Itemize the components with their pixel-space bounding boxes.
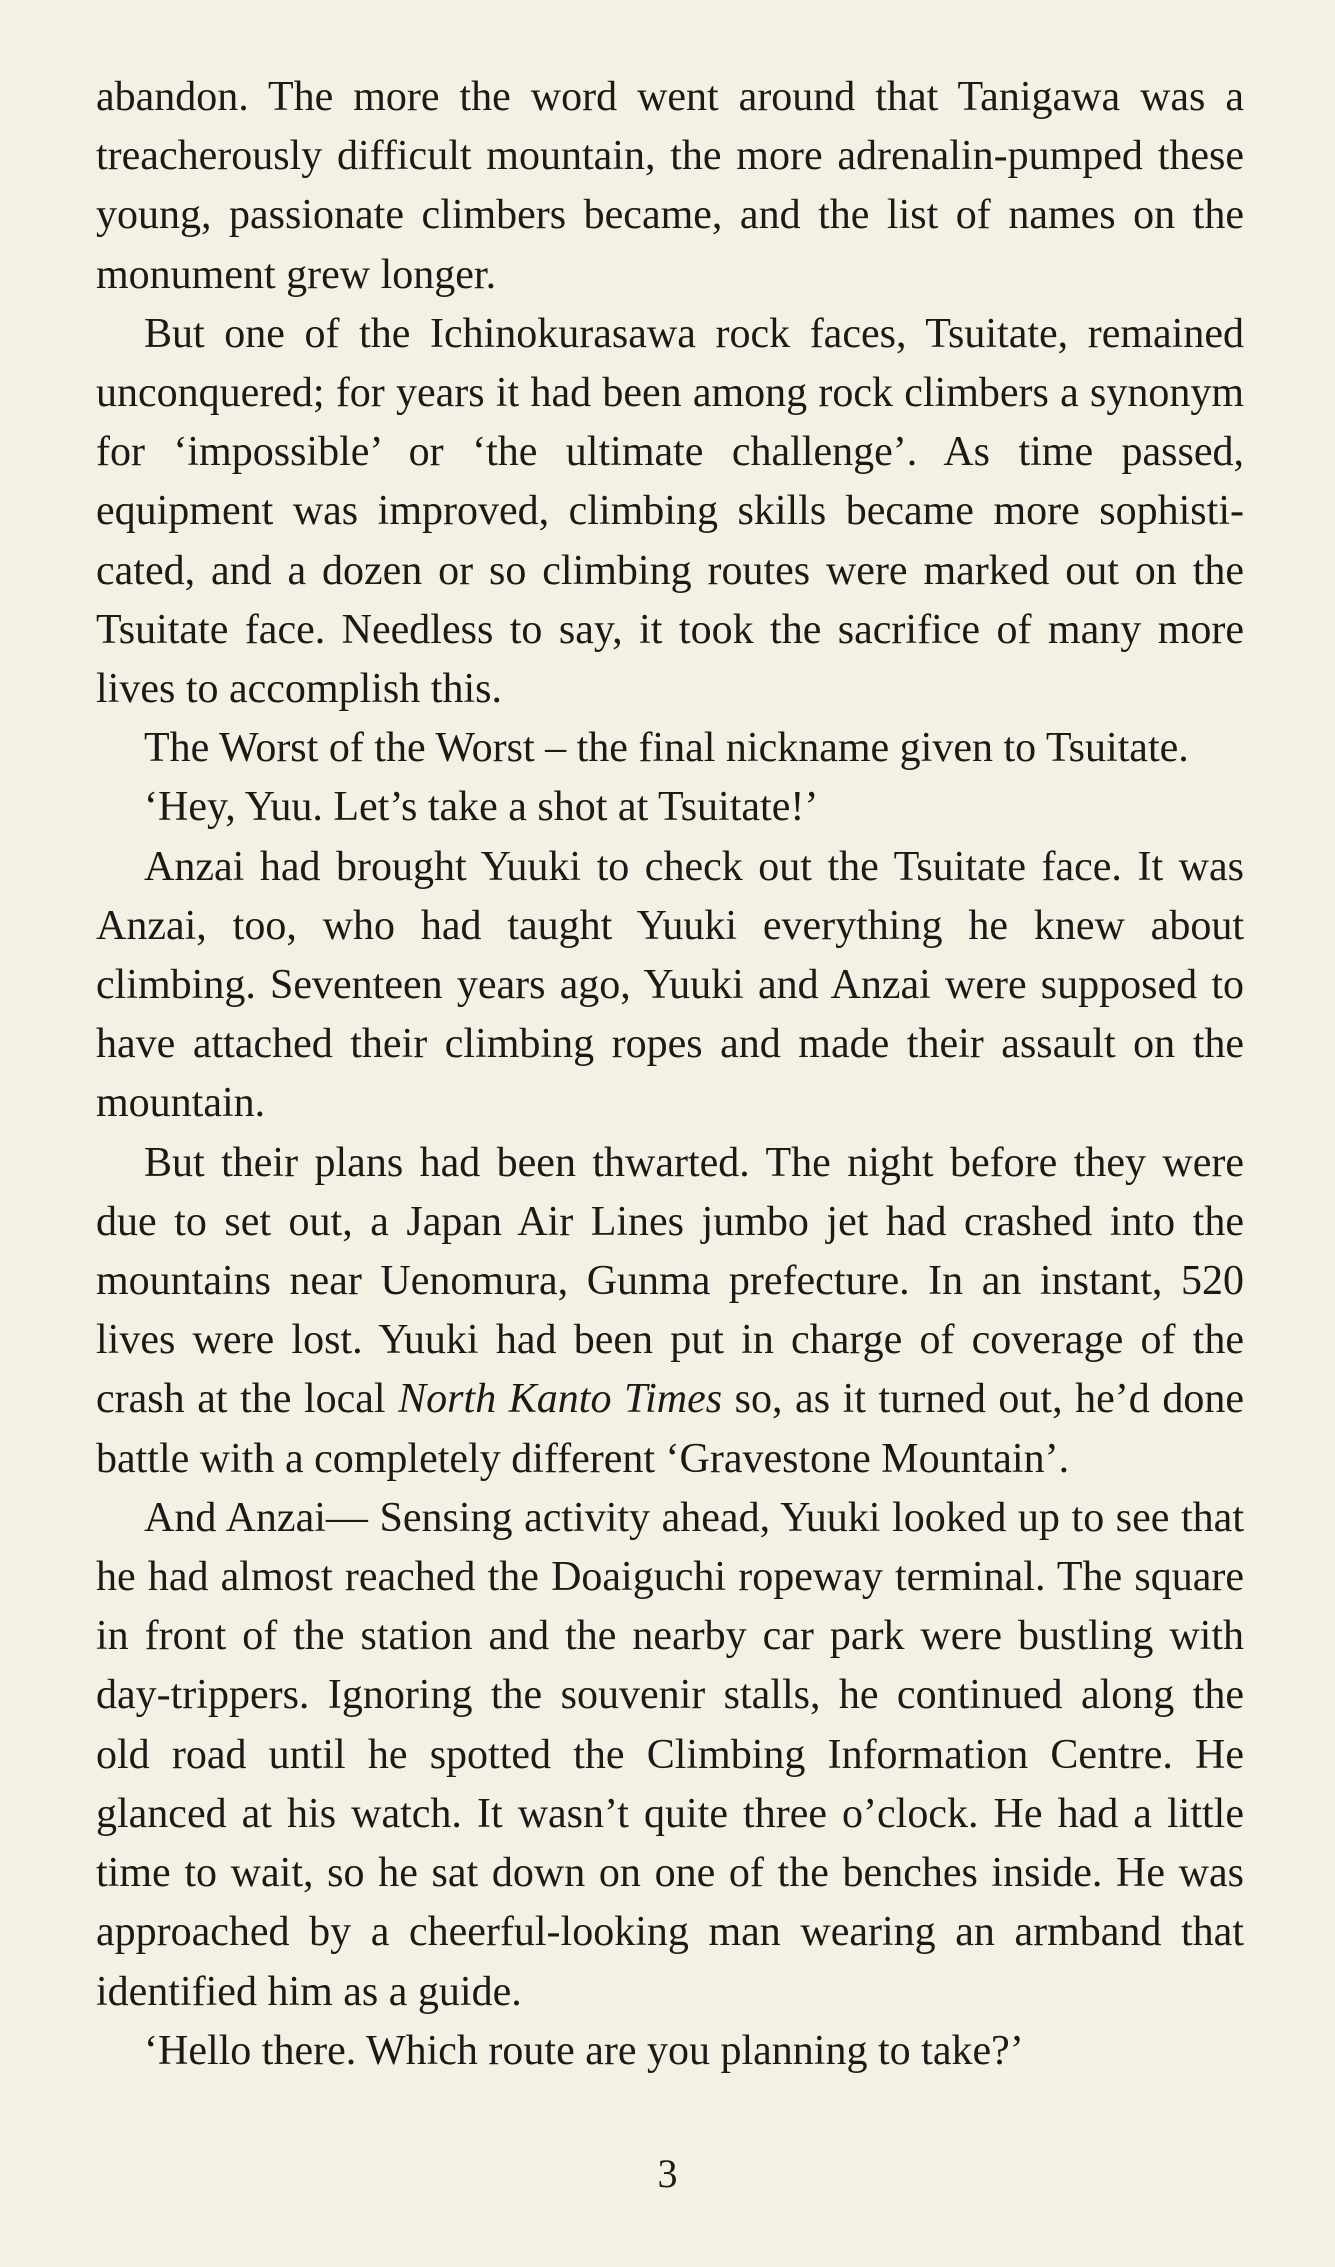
newspaper-title: North Kanto Times (398, 1376, 723, 1423)
paragraph-2: But one of the Ichinokurasawa rock faces, Tsuitate, remained unconquered; for years it had been among rock climbers a synonym for ‘impossible’ or ‘the ultimate challenge’. As time passed, equipment was improved, climbing skills became more sophisticated, and a dozen or so climbing routes were marked out on the Tsuitate face. Needless to say, it took the sacrifice of many more lives to accomplish this. (96, 310, 1244, 713)
paragraph-4: ‘Hey, Yuu. Let’s take a shot at Tsuitate!’ (144, 784, 819, 831)
paragraph-1: abandon. The more the word went around that Tanigawa was a treacherously difficult mountain, the more adrenalin-pumped these young, passionate climbers became, and the list of names on the monument grew longer. (96, 74, 1244, 298)
body-text (96, 68, 1244, 2081)
page-number: 3 (657, 2151, 678, 2196)
paragraph-8: ‘Hello there. Which route are you planning to take?’ (144, 2027, 1024, 2074)
paragraph-6-text-after: so, as it turned out, he’d done battle with a completely different ‘Gravestone Mountain’. (96, 1376, 1244, 1482)
paragraph-5: Anzai had brought Yuuki to check out the Tsuitate face. It was Anzai, too, who had taught Yuuki everything he knew about climbing. Seventeen years ago, Yuuki and Anzai were supposed to have attached their climbing ropes and made their assault on the mountain. (96, 843, 1244, 1127)
paragraph-6-text-before: But their plans had been thwarted. The night before they were due to set out, a Japan Air Lines jumbo jet had crashed into the mountains near Uenomura, Gunma prefecture. In an instant, 520 lives were lost. Yuuki had been put in charge of coverage of the crash at the local (96, 1139, 1244, 1423)
paragraph-3: The Worst of the Worst – the final nickname given to Tsuitate. (144, 725, 1189, 772)
paragraph-6 (96, 1134, 1244, 1489)
paragraph-7: And Anzai— Sensing activity ahead, Yuuki looked up to see that he had almost reached the Doaiguchi ropeway terminal. The square in front of the station and the nearby car park were bustling with day-trippers. Ignoring the souvenir stalls, he continued along the old road until he spotted the Climbing Information Centre. He glanced at his watch. It wasn’t quite three o’clock. He had a little time to wait, so he sat down on one of the benches inside. He was approached by a cheerful-looking man wearing an armband that identified him as a guide. (96, 1494, 1244, 2015)
